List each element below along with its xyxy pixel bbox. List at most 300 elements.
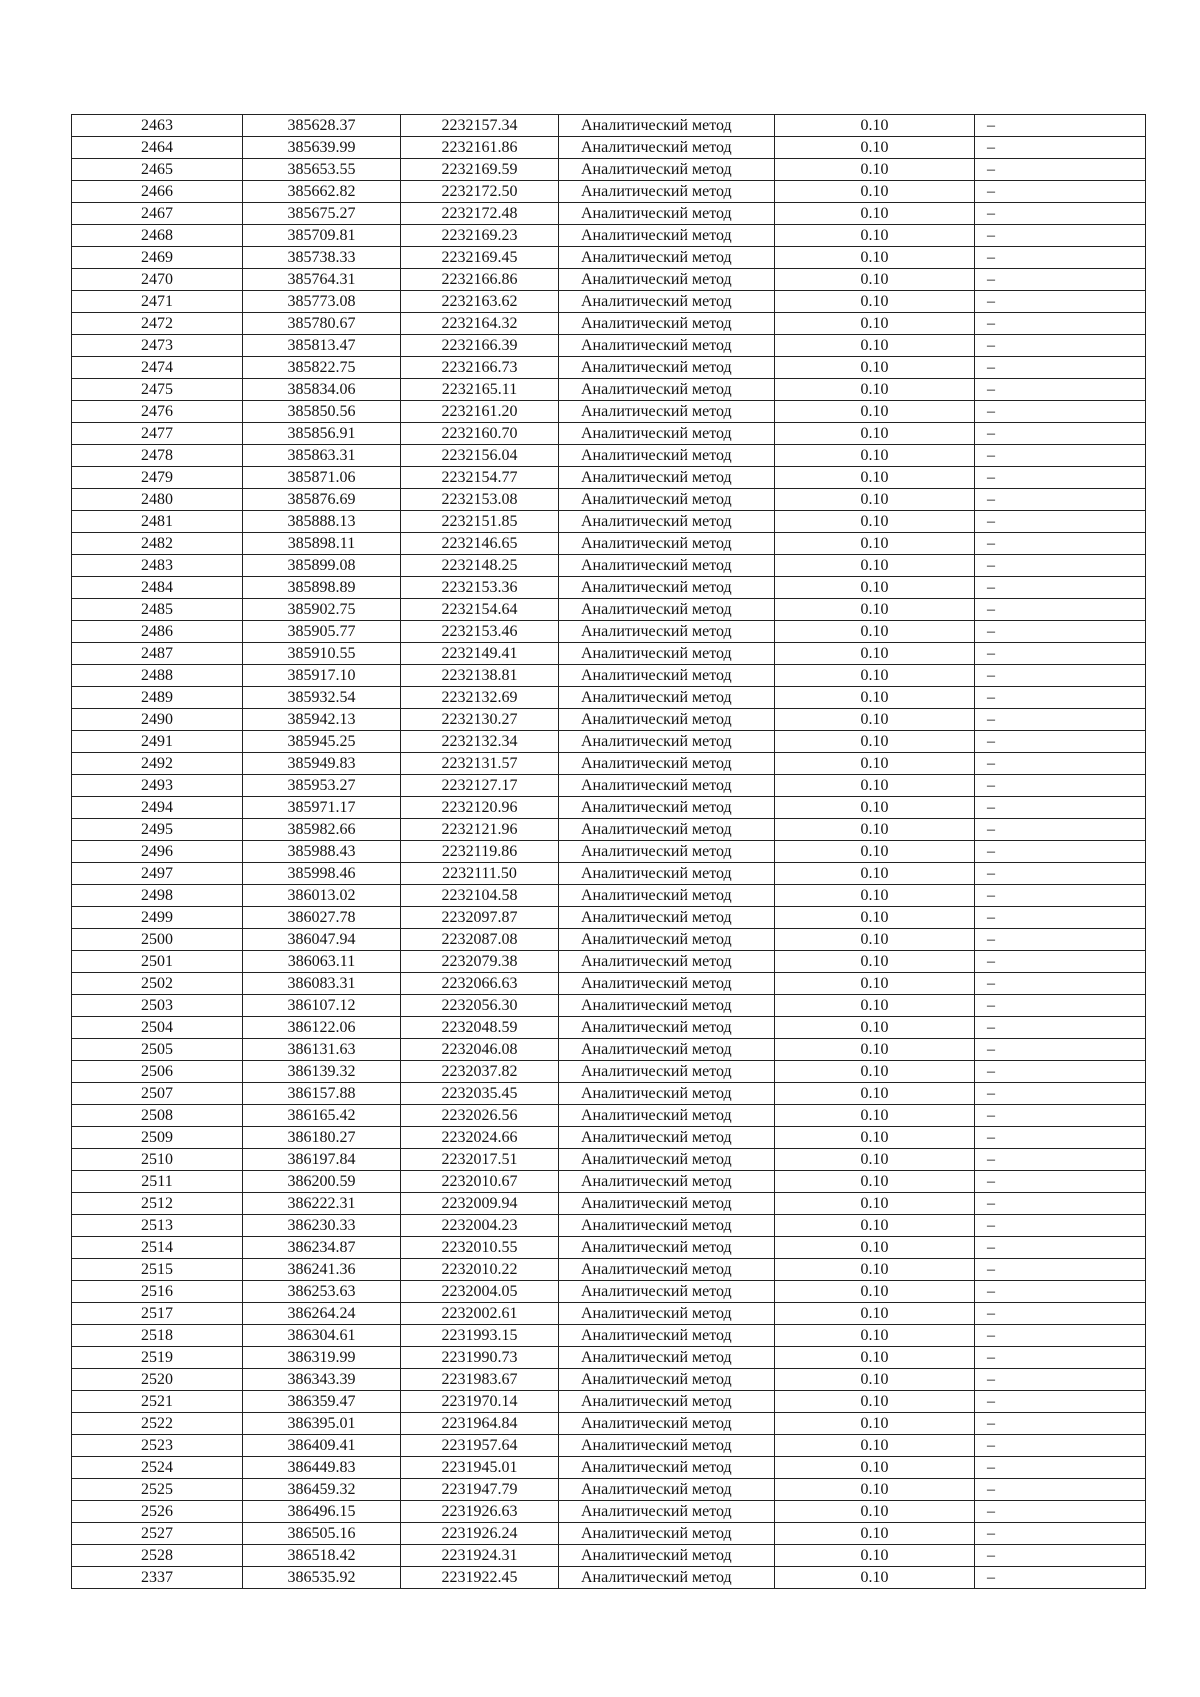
note-cell: –	[975, 1215, 1146, 1237]
point-number-cell: 2474	[72, 357, 243, 379]
table-row	[72, 1347, 1146, 1369]
x-coordinate-cell: 385982.66	[243, 819, 401, 841]
y-coordinate-cell: 2232138.81	[401, 665, 559, 687]
table-row	[72, 863, 1146, 885]
y-coordinate-cell: 2231926.24	[401, 1523, 559, 1545]
accuracy-cell: 0.10	[775, 555, 975, 577]
method-cell: Аналитический метод	[559, 643, 775, 665]
table-row	[72, 467, 1146, 489]
accuracy-cell: 0.10	[775, 159, 975, 181]
method-cell: Аналитический метод	[559, 1435, 775, 1457]
method-cell: Аналитический метод	[559, 401, 775, 423]
note-cell: –	[975, 709, 1146, 731]
accuracy-cell: 0.10	[775, 181, 975, 203]
accuracy-cell: 0.10	[775, 203, 975, 225]
accuracy-cell: 0.10	[775, 225, 975, 247]
point-number-cell: 2502	[72, 973, 243, 995]
note-cell: –	[975, 1149, 1146, 1171]
y-coordinate-cell: 2232037.82	[401, 1061, 559, 1083]
table-row	[72, 1259, 1146, 1281]
method-cell: Аналитический метод	[559, 907, 775, 929]
x-coordinate-cell: 386107.12	[243, 995, 401, 1017]
accuracy-cell: 0.10	[775, 511, 975, 533]
point-number-cell: 2496	[72, 841, 243, 863]
x-coordinate-cell: 385738.33	[243, 247, 401, 269]
x-coordinate-cell: 386139.32	[243, 1061, 401, 1083]
x-coordinate-cell: 385662.82	[243, 181, 401, 203]
method-cell: Аналитический метод	[559, 1281, 775, 1303]
point-number-cell: 2510	[72, 1149, 243, 1171]
table-row	[72, 203, 1146, 225]
method-cell: Аналитический метод	[559, 181, 775, 203]
point-number-cell: 2500	[72, 929, 243, 951]
accuracy-cell: 0.10	[775, 819, 975, 841]
note-cell: –	[975, 841, 1146, 863]
y-coordinate-cell: 2231922.45	[401, 1567, 559, 1589]
note-cell: –	[975, 1259, 1146, 1281]
method-cell: Аналитический метод	[559, 1105, 775, 1127]
y-coordinate-cell: 2232153.46	[401, 621, 559, 643]
table-row	[72, 1149, 1146, 1171]
point-number-cell: 2467	[72, 203, 243, 225]
y-coordinate-cell: 2232149.41	[401, 643, 559, 665]
method-cell: Аналитический метод	[559, 1325, 775, 1347]
y-coordinate-cell: 2232127.17	[401, 775, 559, 797]
y-coordinate-cell: 2232079.38	[401, 951, 559, 973]
method-cell: Аналитический метод	[559, 115, 775, 137]
y-coordinate-cell: 2231945.01	[401, 1457, 559, 1479]
note-cell: –	[975, 819, 1146, 841]
table-row	[72, 687, 1146, 709]
accuracy-cell: 0.10	[775, 1369, 975, 1391]
y-coordinate-cell: 2232161.86	[401, 137, 559, 159]
y-coordinate-cell: 2232156.04	[401, 445, 559, 467]
y-coordinate-cell: 2232056.30	[401, 995, 559, 1017]
method-cell: Аналитический метод	[559, 1567, 775, 1589]
x-coordinate-cell: 386234.87	[243, 1237, 401, 1259]
method-cell: Аналитический метод	[559, 423, 775, 445]
table-row	[72, 269, 1146, 291]
x-coordinate-cell: 386395.01	[243, 1413, 401, 1435]
point-number-cell: 2519	[72, 1347, 243, 1369]
accuracy-cell: 0.10	[775, 1479, 975, 1501]
x-coordinate-cell: 385917.10	[243, 665, 401, 687]
y-coordinate-cell: 2232161.20	[401, 401, 559, 423]
y-coordinate-cell: 2232157.34	[401, 115, 559, 137]
accuracy-cell: 0.10	[775, 1281, 975, 1303]
method-cell: Аналитический метод	[559, 1391, 775, 1413]
x-coordinate-cell: 386264.24	[243, 1303, 401, 1325]
accuracy-cell: 0.10	[775, 951, 975, 973]
note-cell: –	[975, 401, 1146, 423]
point-number-cell: 2507	[72, 1083, 243, 1105]
y-coordinate-cell: 2232010.67	[401, 1171, 559, 1193]
method-cell: Аналитический метод	[559, 687, 775, 709]
y-coordinate-cell: 2232153.08	[401, 489, 559, 511]
y-coordinate-cell: 2232165.11	[401, 379, 559, 401]
note-cell: –	[975, 247, 1146, 269]
note-cell: –	[975, 203, 1146, 225]
point-number-cell: 2503	[72, 995, 243, 1017]
note-cell: –	[975, 1105, 1146, 1127]
table-row	[72, 885, 1146, 907]
note-cell: –	[975, 885, 1146, 907]
method-cell: Аналитический метод	[559, 203, 775, 225]
method-cell: Аналитический метод	[559, 797, 775, 819]
point-number-cell: 2528	[72, 1545, 243, 1567]
point-number-cell: 2520	[72, 1369, 243, 1391]
y-coordinate-cell: 2232087.08	[401, 929, 559, 951]
note-cell: –	[975, 225, 1146, 247]
accuracy-cell: 0.10	[775, 445, 975, 467]
point-number-cell: 2522	[72, 1413, 243, 1435]
x-coordinate-cell: 385813.47	[243, 335, 401, 357]
table-row	[72, 1105, 1146, 1127]
point-number-cell: 2471	[72, 291, 243, 313]
note-cell: –	[975, 907, 1146, 929]
method-cell: Аналитический метод	[559, 533, 775, 555]
y-coordinate-cell: 2231983.67	[401, 1369, 559, 1391]
note-cell: –	[975, 753, 1146, 775]
y-coordinate-cell: 2232119.86	[401, 841, 559, 863]
accuracy-cell: 0.10	[775, 1523, 975, 1545]
accuracy-cell: 0.10	[775, 137, 975, 159]
y-coordinate-cell: 2232172.48	[401, 203, 559, 225]
accuracy-cell: 0.10	[775, 489, 975, 511]
note-cell: –	[975, 731, 1146, 753]
x-coordinate-cell: 386359.47	[243, 1391, 401, 1413]
accuracy-cell: 0.10	[775, 863, 975, 885]
point-number-cell: 2465	[72, 159, 243, 181]
table-row	[72, 489, 1146, 511]
note-cell: –	[975, 1435, 1146, 1457]
note-cell: –	[975, 181, 1146, 203]
table-row	[72, 291, 1146, 313]
table-row	[72, 1061, 1146, 1083]
table-row	[72, 1501, 1146, 1523]
method-cell: Аналитический метод	[559, 885, 775, 907]
method-cell: Аналитический метод	[559, 335, 775, 357]
note-cell: –	[975, 577, 1146, 599]
accuracy-cell: 0.10	[775, 247, 975, 269]
y-coordinate-cell: 2232132.34	[401, 731, 559, 753]
method-cell: Аналитический метод	[559, 1545, 775, 1567]
note-cell: –	[975, 1083, 1146, 1105]
y-coordinate-cell: 2232004.05	[401, 1281, 559, 1303]
note-cell: –	[975, 445, 1146, 467]
note-cell: –	[975, 797, 1146, 819]
point-number-cell: 2508	[72, 1105, 243, 1127]
x-coordinate-cell: 385773.08	[243, 291, 401, 313]
note-cell: –	[975, 357, 1146, 379]
x-coordinate-cell: 385942.13	[243, 709, 401, 731]
point-number-cell: 2501	[72, 951, 243, 973]
y-coordinate-cell: 2232146.65	[401, 533, 559, 555]
accuracy-cell: 0.10	[775, 423, 975, 445]
method-cell: Аналитический метод	[559, 621, 775, 643]
point-number-cell: 2505	[72, 1039, 243, 1061]
table-row	[72, 1545, 1146, 1567]
table-row	[72, 401, 1146, 423]
note-cell: –	[975, 269, 1146, 291]
table-row	[72, 753, 1146, 775]
method-cell: Аналитический метод	[559, 1523, 775, 1545]
point-number-cell: 2509	[72, 1127, 243, 1149]
accuracy-cell: 0.10	[775, 1017, 975, 1039]
y-coordinate-cell: 2232004.23	[401, 1215, 559, 1237]
y-coordinate-cell: 2232163.62	[401, 291, 559, 313]
x-coordinate-cell: 386505.16	[243, 1523, 401, 1545]
accuracy-cell: 0.10	[775, 379, 975, 401]
table-row	[72, 1017, 1146, 1039]
point-number-cell: 2513	[72, 1215, 243, 1237]
accuracy-cell: 0.10	[775, 1237, 975, 1259]
table-row	[72, 313, 1146, 335]
point-number-cell: 2476	[72, 401, 243, 423]
method-cell: Аналитический метод	[559, 1457, 775, 1479]
table-row	[72, 797, 1146, 819]
method-cell: Аналитический метод	[559, 1193, 775, 1215]
accuracy-cell: 0.10	[775, 313, 975, 335]
table-row	[72, 423, 1146, 445]
y-coordinate-cell: 2232172.50	[401, 181, 559, 203]
x-coordinate-cell: 385850.56	[243, 401, 401, 423]
accuracy-cell: 0.10	[775, 357, 975, 379]
y-coordinate-cell: 2232111.50	[401, 863, 559, 885]
accuracy-cell: 0.10	[775, 621, 975, 643]
accuracy-cell: 0.10	[775, 709, 975, 731]
accuracy-cell: 0.10	[775, 599, 975, 621]
x-coordinate-cell: 386496.15	[243, 1501, 401, 1523]
accuracy-cell: 0.10	[775, 1105, 975, 1127]
table-body	[72, 115, 1146, 1589]
y-coordinate-cell: 2232131.57	[401, 753, 559, 775]
x-coordinate-cell: 386063.11	[243, 951, 401, 973]
accuracy-cell: 0.10	[775, 1039, 975, 1061]
table-row	[72, 1281, 1146, 1303]
point-number-cell: 2488	[72, 665, 243, 687]
method-cell: Аналитический метод	[559, 137, 775, 159]
x-coordinate-cell: 386122.06	[243, 1017, 401, 1039]
point-number-cell: 2527	[72, 1523, 243, 1545]
point-number-cell: 2468	[72, 225, 243, 247]
method-cell: Аналитический метод	[559, 511, 775, 533]
accuracy-cell: 0.10	[775, 643, 975, 665]
x-coordinate-cell: 385639.99	[243, 137, 401, 159]
accuracy-cell: 0.10	[775, 1567, 975, 1589]
y-coordinate-cell: 2232153.36	[401, 577, 559, 599]
y-coordinate-cell: 2232035.45	[401, 1083, 559, 1105]
note-cell: –	[975, 1567, 1146, 1589]
table-row	[72, 335, 1146, 357]
point-number-cell: 2517	[72, 1303, 243, 1325]
table-row	[72, 1083, 1146, 1105]
accuracy-cell: 0.10	[775, 533, 975, 555]
y-coordinate-cell: 2231924.31	[401, 1545, 559, 1567]
note-cell: –	[975, 1501, 1146, 1523]
x-coordinate-cell: 386343.39	[243, 1369, 401, 1391]
x-coordinate-cell: 385988.43	[243, 841, 401, 863]
point-number-cell: 2498	[72, 885, 243, 907]
point-number-cell: 2480	[72, 489, 243, 511]
point-number-cell: 2495	[72, 819, 243, 841]
x-coordinate-cell: 385953.27	[243, 775, 401, 797]
accuracy-cell: 0.10	[775, 269, 975, 291]
note-cell: –	[975, 1413, 1146, 1435]
accuracy-cell: 0.10	[775, 1127, 975, 1149]
x-coordinate-cell: 386319.99	[243, 1347, 401, 1369]
y-coordinate-cell: 2232009.94	[401, 1193, 559, 1215]
method-cell: Аналитический метод	[559, 1479, 775, 1501]
table-row	[72, 775, 1146, 797]
y-coordinate-cell: 2232026.56	[401, 1105, 559, 1127]
y-coordinate-cell: 2232132.69	[401, 687, 559, 709]
method-cell: Аналитический метод	[559, 973, 775, 995]
point-number-cell: 2491	[72, 731, 243, 753]
x-coordinate-cell: 386200.59	[243, 1171, 401, 1193]
x-coordinate-cell: 386157.88	[243, 1083, 401, 1105]
table-row	[72, 643, 1146, 665]
accuracy-cell: 0.10	[775, 115, 975, 137]
y-coordinate-cell: 2232066.63	[401, 973, 559, 995]
table-row	[72, 115, 1146, 137]
note-cell: –	[975, 313, 1146, 335]
y-coordinate-cell: 2231926.63	[401, 1501, 559, 1523]
y-coordinate-cell: 2232169.59	[401, 159, 559, 181]
x-coordinate-cell: 386459.32	[243, 1479, 401, 1501]
accuracy-cell: 0.10	[775, 1215, 975, 1237]
y-coordinate-cell: 2232166.73	[401, 357, 559, 379]
note-cell: –	[975, 973, 1146, 995]
point-number-cell: 2511	[72, 1171, 243, 1193]
accuracy-cell: 0.10	[775, 335, 975, 357]
point-number-cell: 2526	[72, 1501, 243, 1523]
x-coordinate-cell: 386253.63	[243, 1281, 401, 1303]
accuracy-cell: 0.10	[775, 841, 975, 863]
table-row	[72, 1369, 1146, 1391]
y-coordinate-cell: 2232166.39	[401, 335, 559, 357]
x-coordinate-cell: 385932.54	[243, 687, 401, 709]
method-cell: Аналитический метод	[559, 665, 775, 687]
table-row	[72, 929, 1146, 951]
x-coordinate-cell: 385628.37	[243, 115, 401, 137]
point-number-cell: 2523	[72, 1435, 243, 1457]
x-coordinate-cell: 385780.67	[243, 313, 401, 335]
method-cell: Аналитический метод	[559, 1369, 775, 1391]
table-row	[72, 137, 1146, 159]
note-cell: –	[975, 1325, 1146, 1347]
accuracy-cell: 0.10	[775, 1501, 975, 1523]
x-coordinate-cell: 386013.02	[243, 885, 401, 907]
note-cell: –	[975, 1127, 1146, 1149]
note-cell: –	[975, 1237, 1146, 1259]
x-coordinate-cell: 386180.27	[243, 1127, 401, 1149]
table-row	[72, 1237, 1146, 1259]
x-coordinate-cell: 386047.94	[243, 929, 401, 951]
point-number-cell: 2515	[72, 1259, 243, 1281]
accuracy-cell: 0.10	[775, 291, 975, 313]
accuracy-cell: 0.10	[775, 1171, 975, 1193]
x-coordinate-cell: 385905.77	[243, 621, 401, 643]
note-cell: –	[975, 1479, 1146, 1501]
note-cell: –	[975, 1347, 1146, 1369]
table-row	[72, 1171, 1146, 1193]
point-number-cell: 2486	[72, 621, 243, 643]
note-cell: –	[975, 1303, 1146, 1325]
table-row	[72, 1215, 1146, 1237]
note-cell: –	[975, 643, 1146, 665]
note-cell: –	[975, 489, 1146, 511]
note-cell: –	[975, 687, 1146, 709]
method-cell: Аналитический метод	[559, 995, 775, 1017]
y-coordinate-cell: 2232010.22	[401, 1259, 559, 1281]
method-cell: Аналитический метод	[559, 599, 775, 621]
accuracy-cell: 0.10	[775, 1303, 975, 1325]
table-row	[72, 1391, 1146, 1413]
y-coordinate-cell: 2232104.58	[401, 885, 559, 907]
note-cell: –	[975, 555, 1146, 577]
table-row	[72, 709, 1146, 731]
point-number-cell: 2479	[72, 467, 243, 489]
accuracy-cell: 0.10	[775, 797, 975, 819]
point-number-cell: 2472	[72, 313, 243, 335]
accuracy-cell: 0.10	[775, 1149, 975, 1171]
y-coordinate-cell: 2232169.23	[401, 225, 559, 247]
point-number-cell: 2493	[72, 775, 243, 797]
x-coordinate-cell: 385998.46	[243, 863, 401, 885]
accuracy-cell: 0.10	[775, 1435, 975, 1457]
y-coordinate-cell: 2232017.51	[401, 1149, 559, 1171]
point-number-cell: 2482	[72, 533, 243, 555]
table-row	[72, 511, 1146, 533]
note-cell: –	[975, 533, 1146, 555]
method-cell: Аналитический метод	[559, 709, 775, 731]
table-row	[72, 225, 1146, 247]
point-number-cell: 2484	[72, 577, 243, 599]
method-cell: Аналитический метод	[559, 841, 775, 863]
method-cell: Аналитический метод	[559, 1347, 775, 1369]
point-number-cell: 2489	[72, 687, 243, 709]
x-coordinate-cell: 385709.81	[243, 225, 401, 247]
x-coordinate-cell: 385949.83	[243, 753, 401, 775]
table-row	[72, 599, 1146, 621]
accuracy-cell: 0.10	[775, 973, 975, 995]
note-cell: –	[975, 1061, 1146, 1083]
y-coordinate-cell: 2232154.64	[401, 599, 559, 621]
point-number-cell: 2478	[72, 445, 243, 467]
table-row	[72, 379, 1146, 401]
method-cell: Аналитический метод	[559, 775, 775, 797]
note-cell: –	[975, 115, 1146, 137]
accuracy-cell: 0.10	[775, 775, 975, 797]
accuracy-cell: 0.10	[775, 401, 975, 423]
accuracy-cell: 0.10	[775, 1545, 975, 1567]
coordinates-table	[71, 114, 1146, 1589]
method-cell: Аналитический метод	[559, 1127, 775, 1149]
method-cell: Аналитический метод	[559, 1237, 775, 1259]
x-coordinate-cell: 385653.55	[243, 159, 401, 181]
y-coordinate-cell: 2232120.96	[401, 797, 559, 819]
x-coordinate-cell: 386304.61	[243, 1325, 401, 1347]
x-coordinate-cell: 385945.25	[243, 731, 401, 753]
note-cell: –	[975, 1545, 1146, 1567]
point-number-cell: 2525	[72, 1479, 243, 1501]
x-coordinate-cell: 385910.55	[243, 643, 401, 665]
note-cell: –	[975, 599, 1146, 621]
note-cell: –	[975, 511, 1146, 533]
point-number-cell: 2506	[72, 1061, 243, 1083]
x-coordinate-cell: 386518.42	[243, 1545, 401, 1567]
